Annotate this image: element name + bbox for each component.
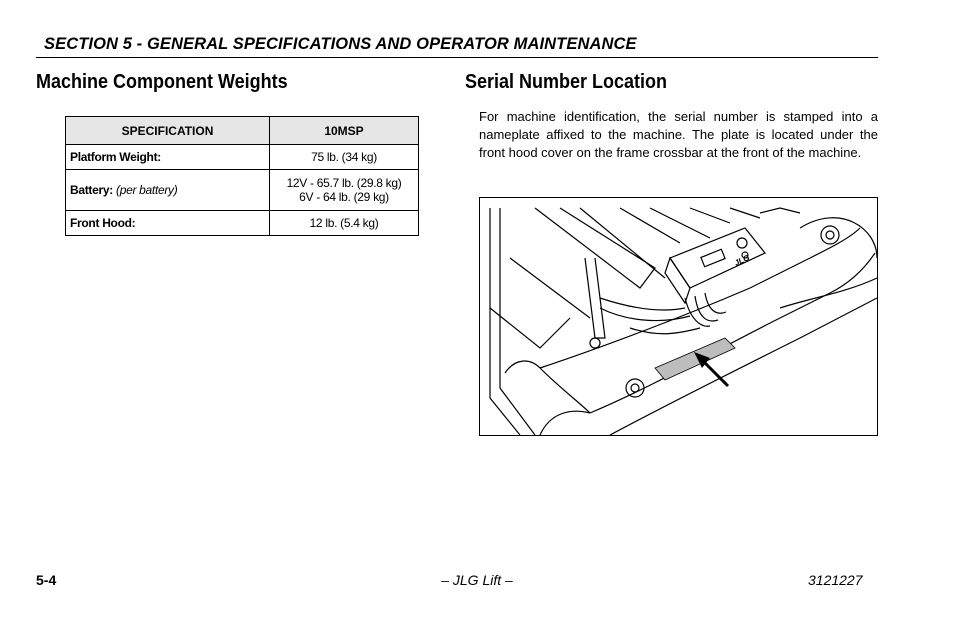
weights-table <box>65 116 419 236</box>
row-value: 75 lb. (34 kg) <box>270 145 419 170</box>
col-header-model: 10MSP <box>270 117 419 145</box>
serial-location-figure <box>479 197 878 436</box>
battery-value-12v: 12V - 65.7 lb. (29.8 kg) <box>286 176 402 190</box>
page-number: 5-4 <box>36 572 57 588</box>
nameplate-highlight <box>655 338 735 380</box>
footer-title: – JLG Lift – <box>441 572 513 588</box>
weights-heading: Machine Component Weights <box>36 71 288 93</box>
battery-value-6v: 6V - 64 lb. (29 kg) <box>299 190 389 204</box>
table-row <box>66 145 419 170</box>
jlg-logo: JLG <box>733 253 751 268</box>
row-label: Front Hood: <box>66 211 270 236</box>
row-label <box>66 170 270 211</box>
table-row <box>66 211 419 236</box>
battery-note: (per battery) <box>116 183 178 197</box>
section-header: SECTION 5 - GENERAL SPECIFICATIONS AND OPERATOR MAINTENANCE <box>44 35 637 53</box>
serial-heading: Serial Number Location <box>465 71 668 93</box>
col-header-specification: SPECIFICATION <box>66 117 270 145</box>
machine-illustration <box>480 198 877 435</box>
row-value: 12 lb. (5.4 kg) <box>270 211 419 236</box>
header-rule <box>36 57 878 58</box>
document-number: 3121227 <box>808 572 863 588</box>
table-row <box>66 170 419 211</box>
table-header-row <box>66 117 419 145</box>
row-label: Platform Weight: <box>66 145 270 170</box>
serial-paragraph: For machine identification, the serial number is stamped into a nameplate affixed to the machine. The plate is located under the front hood cover on the frame crossbar at the front of the machine. <box>479 109 878 160</box>
row-value <box>270 170 419 211</box>
battery-label: Battery: <box>70 183 113 197</box>
